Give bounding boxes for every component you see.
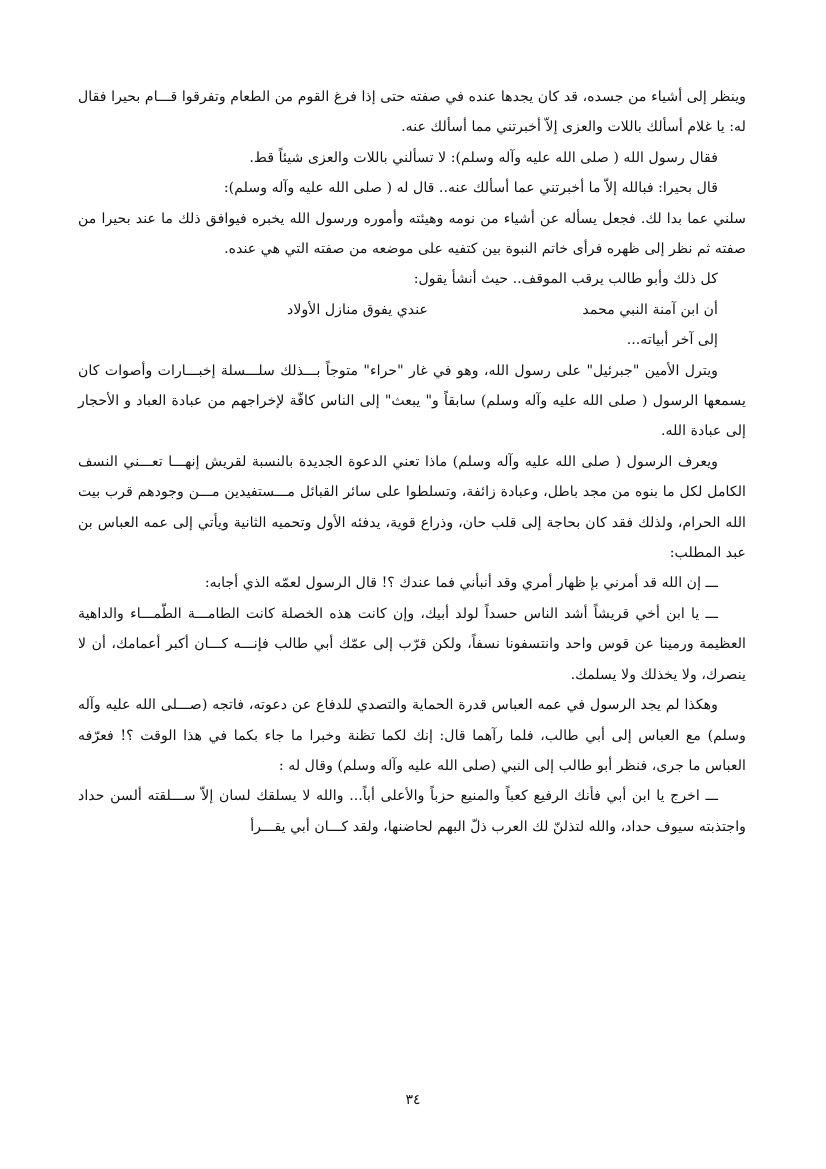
poem-second-hemistich: عندي يفوق منازل الأولاد — [287, 301, 428, 318]
body-text — [78, 82, 746, 842]
paragraph-5: كل ذلك وأبو طالب يرقب الموقف.. حيث أنشأ يقول: — [413, 271, 718, 288]
poem-first-hemistich: أن ابن آمنة النبي محمد — [582, 301, 718, 318]
page-number: ٣٤ — [405, 1092, 421, 1108]
paragraph-8: ويعرف الرسول ( صلى الله عليه وآله وسلم) ماذا تعني الدعوة الجديدة بالنسبة لقريش إنهـــا تعـــني النسف الكامل لكل ما بنوه من مجد باطل، وعبادة زائفة، وتسلطوا على سائر القبائل مـــستفيدين مـــن وجودهم قرب بيت الله الحرام، ولذلك فقد كان بحاجة إلى قلب حان، وذراع قوية، يدفئه الأول وتحميه الثانية ويأتي إلى عمه العباس بن عبد المطلب: — [78, 453, 746, 562]
paragraph-12: ـــ اخرج يا ابن أبي فأنك الرفيع كعباً والمنيع حزباً والأعلى أباً... والله لا يسلقك لسان إلاّ ســـلقته ألسن حداد واجتذبته سيوف حداد، والله لتذلنّ لك العرب ذلّ البهم لحاضنها، ولقد كـــان أبي يقـــرأ — [78, 788, 746, 835]
paragraph-9: ـــ إن الله قد أمرني بإ ظهار أمري وقد أنبأني فما عندك ؟! قال الرسول لعمّه الذي أجابه: — [204, 575, 718, 592]
paragraph-1: وينظر إلى أشياء من جسده، قد كان يجدها عنده في صفته حتى إذا فرغ القوم من الطعام وتفرقوا قـــام بحيرا فقال له: يا غلام أسألك باللات والعزى إلاّ أخبرتني مما أسألك عنه. — [78, 89, 746, 136]
paragraph-11: وهكذا لم يجد الرسول في عمه العباس قدرة الحماية والتصدي للدفاع عن دعوته، فاتجه (صـــلى الله عليه وآله وسلم) مع العباس إلى أبي طالب، فلما رآهما قال: إنك لكما تظنة وخبرا ما جاء بكما في هذا الوقت ؟! فعرّفه العباس ما جرى، فنظر أبو طالب إلى النبي (صلى الله عليه وآله وسلم) وقال له : — [78, 697, 746, 774]
paragraph-7: ويترل الأمين "جبرئيل" على رسول الله، وهو في غار "حراء" متوجاً بـــذلك سلـــسلة إخبـــارات وأصوات كان يسمعها الرسول ( صلى الله عليه وآله وسلم) سابقاً و" يبعث" إلى الناس كافّة لإخراجهم من عبادة العباد و الأحجار إلى عبادة الله. — [78, 362, 746, 440]
paragraph-4: سلني عما بدا لك. فجعل يسأله عن أشياء من نومه وهيئته وأموره ورسول الله يخبره فيوافق ذلك ما عند بحيرا من صفته ثم نظر إلى ظهره فرأى خاتم النبوة بين كتفيه على موضعه من صفته التي هي عنده. — [78, 210, 746, 258]
paragraph-2: فقال رسول الله ( صلى الله عليه وآله وسلم): لا تسألني باللات والعزى شيئاً قط. — [249, 149, 718, 166]
paragraph-3: قال بحيرا: فبالله إلاّ ما أخبرتني عما أسألك عنه.. قال له ( صلى الله عليه وآله وسلم): — [223, 180, 718, 197]
poem-verse — [78, 295, 746, 325]
paragraph-6: إلى آخر أبياته... — [626, 332, 718, 349]
paragraph-10: ـــ يا ابن أخي قريشاً أشد الناس حسداً لولد أبيك، وإن كانت هذه الخصلة كانت الطامـــة الطّمـــاء والداهية العظيمة ورمينا عن قوس واحد وانتسفونا نسفاً، ولكن قرّب إلى عمّك أبي طالب فإنـــه كـــان أكبر أعمامك، أن لا ينصرك، ولا يخذلك ولا يسلمك. — [78, 605, 746, 683]
